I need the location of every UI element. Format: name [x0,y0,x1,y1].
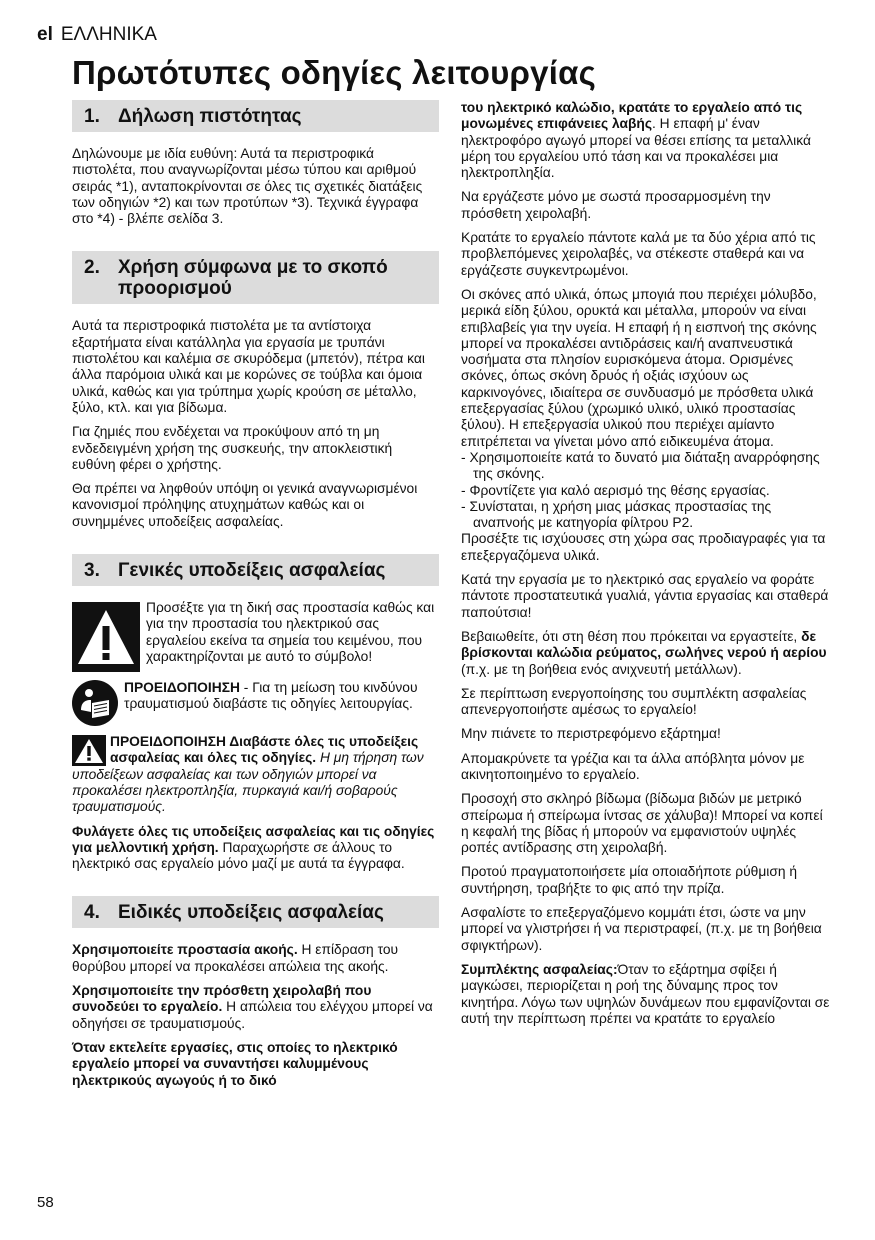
check-cables-bold: δε βρίσκονται καλώδια ρεύματος, σωλήνες νερού ή αερίου [461,628,827,661]
section-1-header [72,100,439,132]
read-all-italic: Η μη τήρηση των υποδείξεων ασφαλείας και των οδηγιών μπορεί να προκαλέσει ηλεκτροπληξία, πυρκαγιά και/ή σοβαρούς τραυματισμούς. [72,750,424,815]
section-number: 4. [84,902,100,924]
safety-clutch [461,962,830,1027]
unplug-before-service: Προτού πραγματοποιήσετε μία οποιαδήποτε ρύθμιση ή συντήρηση, τραβήξτε το φις από την πρίζα. [461,864,798,896]
section-2-header [72,251,439,304]
right-column [461,100,830,1035]
rotating-part-warning: Μην πιάνετε το περιστρεφόμενο εξάρτημα! [461,726,721,742]
section-title: Δήλωση πιστότητας [118,106,302,127]
hidden-wires-rest: . Η επαφή μ' έναν ηλεκτροφόρο αγωγό μπορεί να θέσει επίσης τα μεταλλικά μέρη του εργαλείου υπό τάση και να προκαλέσει μια ηλεκτροπληξία. [461,116,811,181]
section-title: Ειδικές υποδείξεις ασφαλείας [118,902,384,924]
warning-triangle-small-icon [72,735,106,766]
warning-triangle-icon [72,602,140,672]
symbol-explanation [72,600,439,674]
section-title: Γενικές υποδείξεις ασφαλείας [118,560,386,582]
language-name: ΕΛΛΗΝΙΚΑ [60,24,157,45]
read-all-bold: ΠΡΟΕΙΔΟΠΟΙΗΣΗ Διαβάστε όλες τις υποδείξεις ασφαλείας και όλες τις οδηγίες. [110,734,419,766]
page-title: Πρωτότυπες οδηγίες λειτουργίας [72,54,596,91]
handle-mounted: Να εργάζεστε μόνο με σωστά προσαρμοσμένη την πρόσθετη χειρολαβή. [461,189,771,221]
handle-bold: Χρησιμοποιείτε την πρόσθετη χειρολαβή που συνοδεύει το εργαλείο. [72,983,372,1015]
left-column [72,100,439,1097]
check-cables-a: Βεβαιωθείτε, ότι στη θέση που πρόκειται να εργαστείτε, [461,628,802,644]
keep-rest: Παραχωρήστε σε άλλους το ηλεκτρικό σας εργαλείο μόνο μαζί με αυτά τα έγγραφα. [72,839,405,872]
check-cables [461,629,830,678]
keep-bold: Φυλάγετε όλες τις υποδείξεις ασφαλείας και τις οδηγίες για μελλοντική χρήση. [72,823,435,855]
hidden-wires-bold-continued: του ηλεκτρικό καλώδιο, κρατάτε το εργαλείο από τις μονωμένες επιφάνειες λαβής [461,100,803,132]
hearing-bold: Χρησιμοποιείτε προστασία ακοής. [72,942,298,958]
hard-screwdriving: Προσοχή στο σκληρό βίδωμα (βίδωμα βιδών με μετρικό σπείρωμα ή σπείρωμα ίντσας σε χάλυβα)! Μπορεί να κοπεί η κεφαλή της βίδας ή μπορούν να εμφανιστούν υψηλές ροπές αντίδρασης στη χειρολαβή. [461,791,823,856]
read-all-warning [72,734,439,815]
hidden-wires-continued [461,100,830,181]
section-3-header [72,554,439,586]
declaration-text: Δηλώνουμε με ιδία ευθύνη: Αυτά τα περιστροφικά πιστολέτα, που αναγνωρίζονται μέσω τύπου και αριθμού σειράς *1), ανταποκρίνονται σε όλες τις σχετικές διατάξεις των οδηγιών *2) και των προτύπων *3). Τεχνικά έγγραφα στο *4) - βλέπε σελίδα 3. [72,146,423,227]
national-regulations: Προσέξτε τις ισχύουσες στη χώρα σας προδιαγραφές για τα επεξεργαζόμενα υλικά. [461,531,826,563]
symbol-text: Προσέξτε για τη δική σας προστασία καθώς και για την προστασία του ηλεκτρικού σας εργαλείου εκείνα τα σημεία του κειμένου, που χαρακτηρίζονται με αυτό το σύμβολο! [146,600,435,664]
section-4-header [72,896,439,928]
read-manual-icon [72,680,118,726]
hearing-rest: Η επίδραση του θορύβου μπορεί να προκαλέσει απώλεια της ακοής. [72,942,399,974]
list-item: - Συνίσταται, η χρήση μιας μάσκας προστασίας της αναπνοής με κατηγορία φίλτρου P2. [461,499,830,532]
read-manual-warning [72,680,439,728]
liability-paragraph: Για ζημιές που ενδέχεται να προκύψουν από τη μη ενδεδειγμένη χρήση της συσκευής, την αποκλειστική ευθύνη φέρει ο χρήστης. [72,424,393,472]
hearing-protection [72,942,439,975]
list-item: - Χρησιμοποιείτε κατά το δυνατό μια διάταξη αναρρόφησης της σκόνης. [461,450,830,483]
section-title: Χρήση σύμφωνα με το σκοπό προορισμού [118,257,388,300]
safety-clutch-switch-off: Σε περίπτωση ενεργοποίησης του συμπλέκτη ασφαλείας απενεργοποιήστε αμέσως το εργαλείο! [461,685,807,718]
keep-instructions [72,824,439,873]
language-code: el [37,24,53,45]
hidden-wires-start [72,1040,439,1089]
intended-use-paragraph: Αυτά τα περιστροφικά πιστολέτα με τα αντίστοιχα εξαρτήματα είναι κατάλληλα για εργασία με τρυπάνι πιστολέτου και καλέμια σε σκυρόδεμα (μπετόν), πέτρα και άλλα παρόμοια υλικά και με κορώνες σε τούβλα και όμοια υλικά, καθώς και για τρύπημα χωρίς κρούση σε μέταλλο, ξύλο, κτλ. και για βίδωμα. [72,318,425,415]
auxiliary-handle [72,983,439,1032]
handle-rest: Η απώλεια του ελέγχου μπορεί να οδηγήσει σε τραυματισμούς. [72,999,433,1031]
list-item: - Φροντίζετε για καλό αερισμό της θέσης εργασίας. [461,483,830,499]
warning-label: ΠΡΟΕΙΔΟΠΟΙΗΣΗ [124,680,240,696]
protective-gear: Κατά την εργασία με το ηλεκτρικό σας εργαλείο να φοράτε πάντοτε προστατευτικά γυαλιά, γάντια εργασίας και σταθερά παπούτσια! [461,572,829,620]
language-label [37,24,157,46]
hidden-wires-bold: Όταν εκτελείτε εργασίες, στις οποίες το ηλεκτρικό εργαλείο μπορεί να συναντήσει καλυμμένους ηλεκτρικούς αγωγούς ή το δικό [72,1039,398,1088]
dust-measures-list [461,450,830,531]
section-number: 3. [84,560,100,582]
read-manual-text: - Για τη μείωση του κινδύνου τραυματισμού διαβάστε τις οδηγίες λειτουργίας. [124,680,418,712]
remove-chips: Απομακρύνετε τα γρέζια και τα άλλα απόβλητα μόνον με ακινητοποιημένο το εργαλείο. [461,750,805,782]
hold-both-hands: Κρατάτε το εργαλείο πάντοτε καλά με τα δύο χέρια από τις προβλεπόμενες χειρολαβές, να στέκεστε σταθερά και να εργάζεστε συγκεντρωμένοι. [461,230,816,278]
dust-paragraph: Οι σκόνες από υλικά, όπως μπογιά που περιέχει μόλυβδο, μερικά είδη ξύλου, ορυκτά και μέταλλα, μπορούν να είναι επιβλαβείς για την υγεία. Η επαφή ή η εισπνοή της σκόνης μπορεί να προκαλέσει αντιδράσεις και/ή αναπνευστικά νοσήματα στα πλησίον ευρισκόμενα άτομα. Ορισμένες σκόνες, όπως σκόνη δρυός ή οξιάς ισχύουν ως καρκινογόνες, ιδιαίτερα σε συνδυασμό με πρόσθετα υλικά επεξεργασίας ξύλου (χρωμικό υλικό, υλικό προστασίας ξύλου). Η επεξεργασία υλικού που περιέχει αμίαντο επιτρέπεται να γίνεται μόνο από ειδικευμένα άτομα. [461,286,817,449]
page-number: 58 [37,1194,54,1211]
section-number: 1. [84,106,100,127]
section-number: 2. [84,257,100,279]
check-cables-b: (π.χ. με τη βοήθεια ενός ανιχνευτή μετάλλων). [461,661,742,677]
regulations-paragraph: Θα πρέπει να ληφθούν υπόψη οι γενικά αναγνωρισμένοι κανονισμοί πρόληψης ατυχημάτων καθώς και οι συνημμένες υποδείξεις ασφαλείας. [72,481,418,529]
safety-clutch-rest: Όταν το εξάρτημα σφίξει ή μαγκώσει, περιορίζεται η ροή της δύναμης προς τον κινητήρα. Λόγω των υψηλών δυνάμεων που εμφανίζονται σε αυτή την περίπτωση πρέπει να κρατάτε το εργαλείο [461,961,830,1026]
secure-workpiece: Ασφαλίστε το επεξεργαζόμενο κομμάτι έτσι, ώστε να μην μπορεί να γλιστρήσει ή να περιστραφεί, (π.χ. με τη βοήθεια σφιγκτήρων). [461,905,822,953]
safety-clutch-bold: Συμπλέκτης ασφαλείας: [461,961,618,977]
